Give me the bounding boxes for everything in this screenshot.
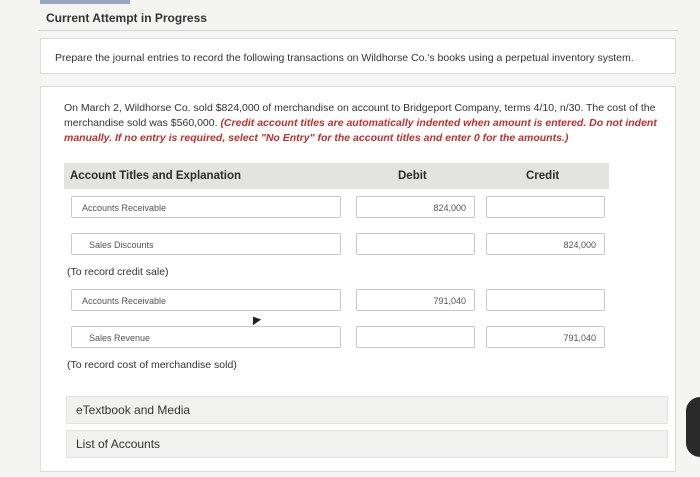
entry-note-credit-sale: (To record credit sale)	[67, 266, 169, 278]
account-title-field-4[interactable]	[71, 326, 341, 348]
account-title-value: Accounts Receivable	[82, 203, 167, 213]
account-title-field-1[interactable]	[71, 196, 341, 218]
debit-value: 824,000	[433, 203, 466, 213]
list-of-accounts-label[interactable]: List of Accounts	[76, 437, 161, 451]
prompt-text: Prepare the journal entries to record the following transactions on Wildhorse Co.'s books using a perpetual inventory system.	[55, 52, 634, 64]
attempt-status-title: Current Attempt in Progress	[46, 11, 207, 25]
credit-value: 824,000	[563, 240, 596, 250]
problem-warning: (Credit account titles are automatically indented when amount is entered. Do not indent manually. If no entry is required, select "No Entry" for the account titles and enter 0 for the amounts.)	[64, 117, 657, 144]
debit-field-3[interactable]	[356, 289, 475, 311]
top-strip	[40, 0, 130, 4]
entry-note-cost-of-goods: (To record cost of merchandise sold)	[67, 359, 237, 371]
credit-field-2[interactable]	[486, 233, 605, 255]
account-title-field-3[interactable]	[71, 289, 341, 311]
credit-field-3[interactable]	[486, 289, 605, 311]
debit-field-4[interactable]	[356, 326, 475, 348]
credit-column-header: Credit	[526, 170, 560, 182]
credit-field-1[interactable]	[486, 196, 605, 218]
account-title-value: Sales Discounts	[89, 240, 154, 250]
debit-field-1[interactable]	[356, 196, 475, 218]
debit-field-2[interactable]	[356, 233, 475, 255]
debit-column-header: Debit	[398, 170, 427, 182]
problem-statement	[64, 101, 669, 146]
account-title-field-2[interactable]	[71, 233, 341, 255]
credit-value: 791,040	[563, 333, 596, 343]
account-title-value: Sales Revenue	[89, 333, 151, 343]
account-title-value: Accounts Receivable	[82, 296, 167, 306]
screen-edge-shadow	[686, 397, 700, 457]
debit-value: 791,040	[433, 296, 466, 306]
credit-field-4[interactable]	[486, 326, 605, 348]
account-column-header: Account Titles and Explanation	[70, 170, 242, 182]
divider	[38, 30, 678, 31]
etextbook-media-label[interactable]: eTextbook and Media	[76, 403, 191, 417]
problem-text: On March 2, Wildhorse Co. sold $824,000 of merchandise on account to Bridgeport Company, terms 4/10, n/30. The cost of the merchandise sold was $560,000.	[64, 102, 656, 129]
